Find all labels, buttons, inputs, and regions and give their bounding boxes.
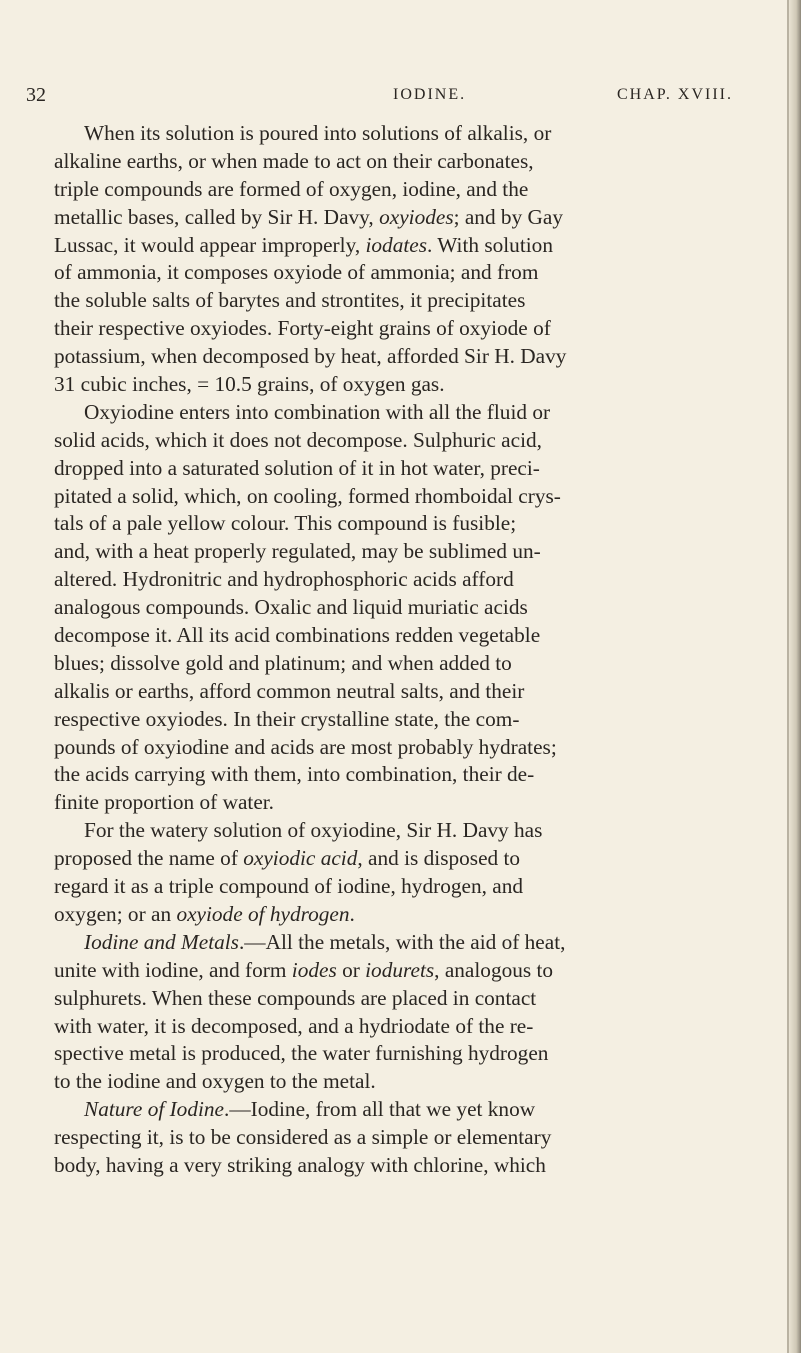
text-line bbox=[54, 789, 766, 817]
italic-text: oxyiodic acid bbox=[243, 846, 358, 871]
text-segment: dropped into a saturated solution of it in hot water, preci- bbox=[54, 455, 540, 480]
italic-text: Iodine and Metals bbox=[84, 929, 239, 954]
text-segment: analogous compounds. Oxalic and liquid muriatic acids bbox=[54, 595, 528, 620]
text-line bbox=[54, 566, 766, 594]
text-segment: pounds of oxyiodine and acids are most probably hydrates; bbox=[54, 734, 557, 759]
text-line bbox=[54, 1152, 766, 1180]
text-line bbox=[54, 120, 766, 148]
text-line bbox=[54, 427, 766, 455]
italic-text: oxyiodes bbox=[379, 204, 454, 229]
text-line bbox=[54, 148, 766, 176]
text-line bbox=[54, 1124, 766, 1152]
text-line bbox=[54, 817, 766, 845]
text-line bbox=[54, 259, 766, 287]
text-segment: triple compounds are formed of oxygen, iodine, and the bbox=[54, 176, 529, 201]
text-segment: potassium, when decomposed by heat, afforded Sir H. Davy bbox=[54, 344, 567, 369]
text-line bbox=[54, 510, 766, 538]
italic-text: Nature of Iodine bbox=[84, 1097, 224, 1122]
text-segment: Oxyiodine enters into combination with all the fluid or bbox=[84, 399, 551, 424]
text-line bbox=[54, 594, 766, 622]
text-segment: of ammonia, it composes oxyiode of ammonia; and from bbox=[54, 260, 539, 285]
text-line bbox=[54, 1068, 766, 1096]
text-segment: ; and by Gay bbox=[453, 204, 564, 229]
text-segment: 31 cubic inches, = 10.5 grains, of oxygen gas. bbox=[54, 372, 445, 397]
text-segment: .—Iodine, from all that we yet know bbox=[224, 1097, 536, 1122]
text-segment: oxygen; or an bbox=[54, 901, 177, 926]
italic-text: oxyiode of hydrogen bbox=[176, 901, 350, 926]
text-segment: finite proportion of water. bbox=[54, 790, 275, 815]
text-segment: body, having a very striking analogy with chlorine, which bbox=[54, 1152, 546, 1177]
text-line bbox=[54, 957, 766, 985]
text-segment: alkaline earths, or when made to act on their carbonates, bbox=[54, 148, 534, 173]
text-segment: metallic bases, called by Sir H. Davy, bbox=[54, 204, 380, 229]
text-segment: decompose it. All its acid combinations redden vegetable bbox=[54, 623, 541, 648]
text-line bbox=[54, 287, 766, 315]
text-segment: pitated a solid, which, on cooling, formed rhomboidal crys- bbox=[54, 483, 561, 508]
text-segment: altered. Hydronitric and hydrophosphoric acids afford bbox=[54, 567, 514, 592]
page-number: 32 bbox=[26, 84, 46, 106]
text-segment: unite with iodine, and form bbox=[54, 957, 292, 982]
text-segment: . With solution bbox=[427, 232, 553, 257]
text-segment: alkalis or earths, afford common neutral salts, and their bbox=[54, 678, 525, 703]
text-segment: . bbox=[349, 901, 355, 926]
text-line bbox=[54, 1013, 766, 1041]
page-edge bbox=[789, 0, 801, 1353]
text-line bbox=[54, 706, 766, 734]
text-segment: proposed the name of bbox=[54, 846, 244, 871]
text-line bbox=[54, 873, 766, 901]
text-line bbox=[54, 315, 766, 343]
text-line bbox=[54, 232, 766, 260]
text-segment: respecting it, is to be considered as a simple or elementary bbox=[54, 1125, 552, 1150]
text-line bbox=[54, 1040, 766, 1068]
text-segment: the soluble salts of barytes and strontites, it precipitates bbox=[54, 288, 526, 313]
text-segment: Lussac, it would appear improperly, bbox=[54, 232, 366, 257]
text-line bbox=[54, 176, 766, 204]
text-segment: to the iodine and oxygen to the metal. bbox=[54, 1069, 376, 1094]
text-segment: with water, it is decomposed, and a hydriodate of the re- bbox=[54, 1013, 534, 1038]
text-segment: their respective oxyiodes. Forty-eight grains of oxyiode of bbox=[54, 316, 551, 341]
text-line bbox=[54, 483, 766, 511]
text-line bbox=[54, 929, 766, 957]
running-title: IODINE. bbox=[393, 86, 467, 103]
text-segment: respective oxyiodes. In their crystalline state, the com- bbox=[54, 706, 520, 731]
text-segment: solid acids, which it does not decompose. Sulphuric acid, bbox=[54, 427, 542, 452]
text-segment: , analogous to bbox=[434, 957, 554, 982]
text-segment: tals of a pale yellow colour. This compound is fusible; bbox=[54, 511, 517, 536]
text-line bbox=[54, 399, 766, 427]
text-segment: When its solution is poured into solutions of alkalis, or bbox=[84, 121, 552, 145]
text-line bbox=[54, 761, 766, 789]
text-segment: For the watery solution of oxyiodine, Sir H. Davy has bbox=[84, 818, 543, 843]
text-line bbox=[54, 343, 766, 371]
text-line bbox=[54, 204, 766, 232]
text-line bbox=[54, 650, 766, 678]
page-header bbox=[0, 84, 801, 114]
text-segment: .—All the metals, with the aid of heat, bbox=[238, 929, 566, 954]
text-segment: , and is disposed to bbox=[357, 846, 521, 871]
text-line bbox=[54, 985, 766, 1013]
text-segment: the acids carrying with them, into combination, their de- bbox=[54, 762, 535, 787]
text-segment: blues; dissolve gold and platinum; and when added to bbox=[54, 650, 512, 675]
body-text bbox=[54, 120, 766, 1180]
text-line bbox=[54, 622, 766, 650]
italic-text: iodes bbox=[291, 957, 337, 982]
italic-text: iodates bbox=[365, 232, 428, 257]
italic-text: iodurets bbox=[365, 957, 435, 982]
text-segment: regard it as a triple compound of iodine, hydrogen, and bbox=[54, 874, 523, 899]
text-line bbox=[54, 1096, 766, 1124]
text-line bbox=[54, 538, 766, 566]
text-line bbox=[54, 678, 766, 706]
text-segment: and, with a heat properly regulated, may be sublimed un- bbox=[54, 539, 541, 564]
text-line bbox=[54, 371, 766, 399]
text-line bbox=[54, 845, 766, 873]
text-segment: or bbox=[336, 957, 366, 982]
text-line bbox=[54, 901, 766, 929]
text-line bbox=[54, 734, 766, 762]
text-segment: spective metal is produced, the water furnishing hydrogen bbox=[54, 1041, 549, 1066]
chapter-label: CHAP. XVIII. bbox=[617, 86, 733, 103]
text-line bbox=[54, 455, 766, 483]
text-segment: sulphurets. When these compounds are placed in contact bbox=[54, 985, 537, 1010]
